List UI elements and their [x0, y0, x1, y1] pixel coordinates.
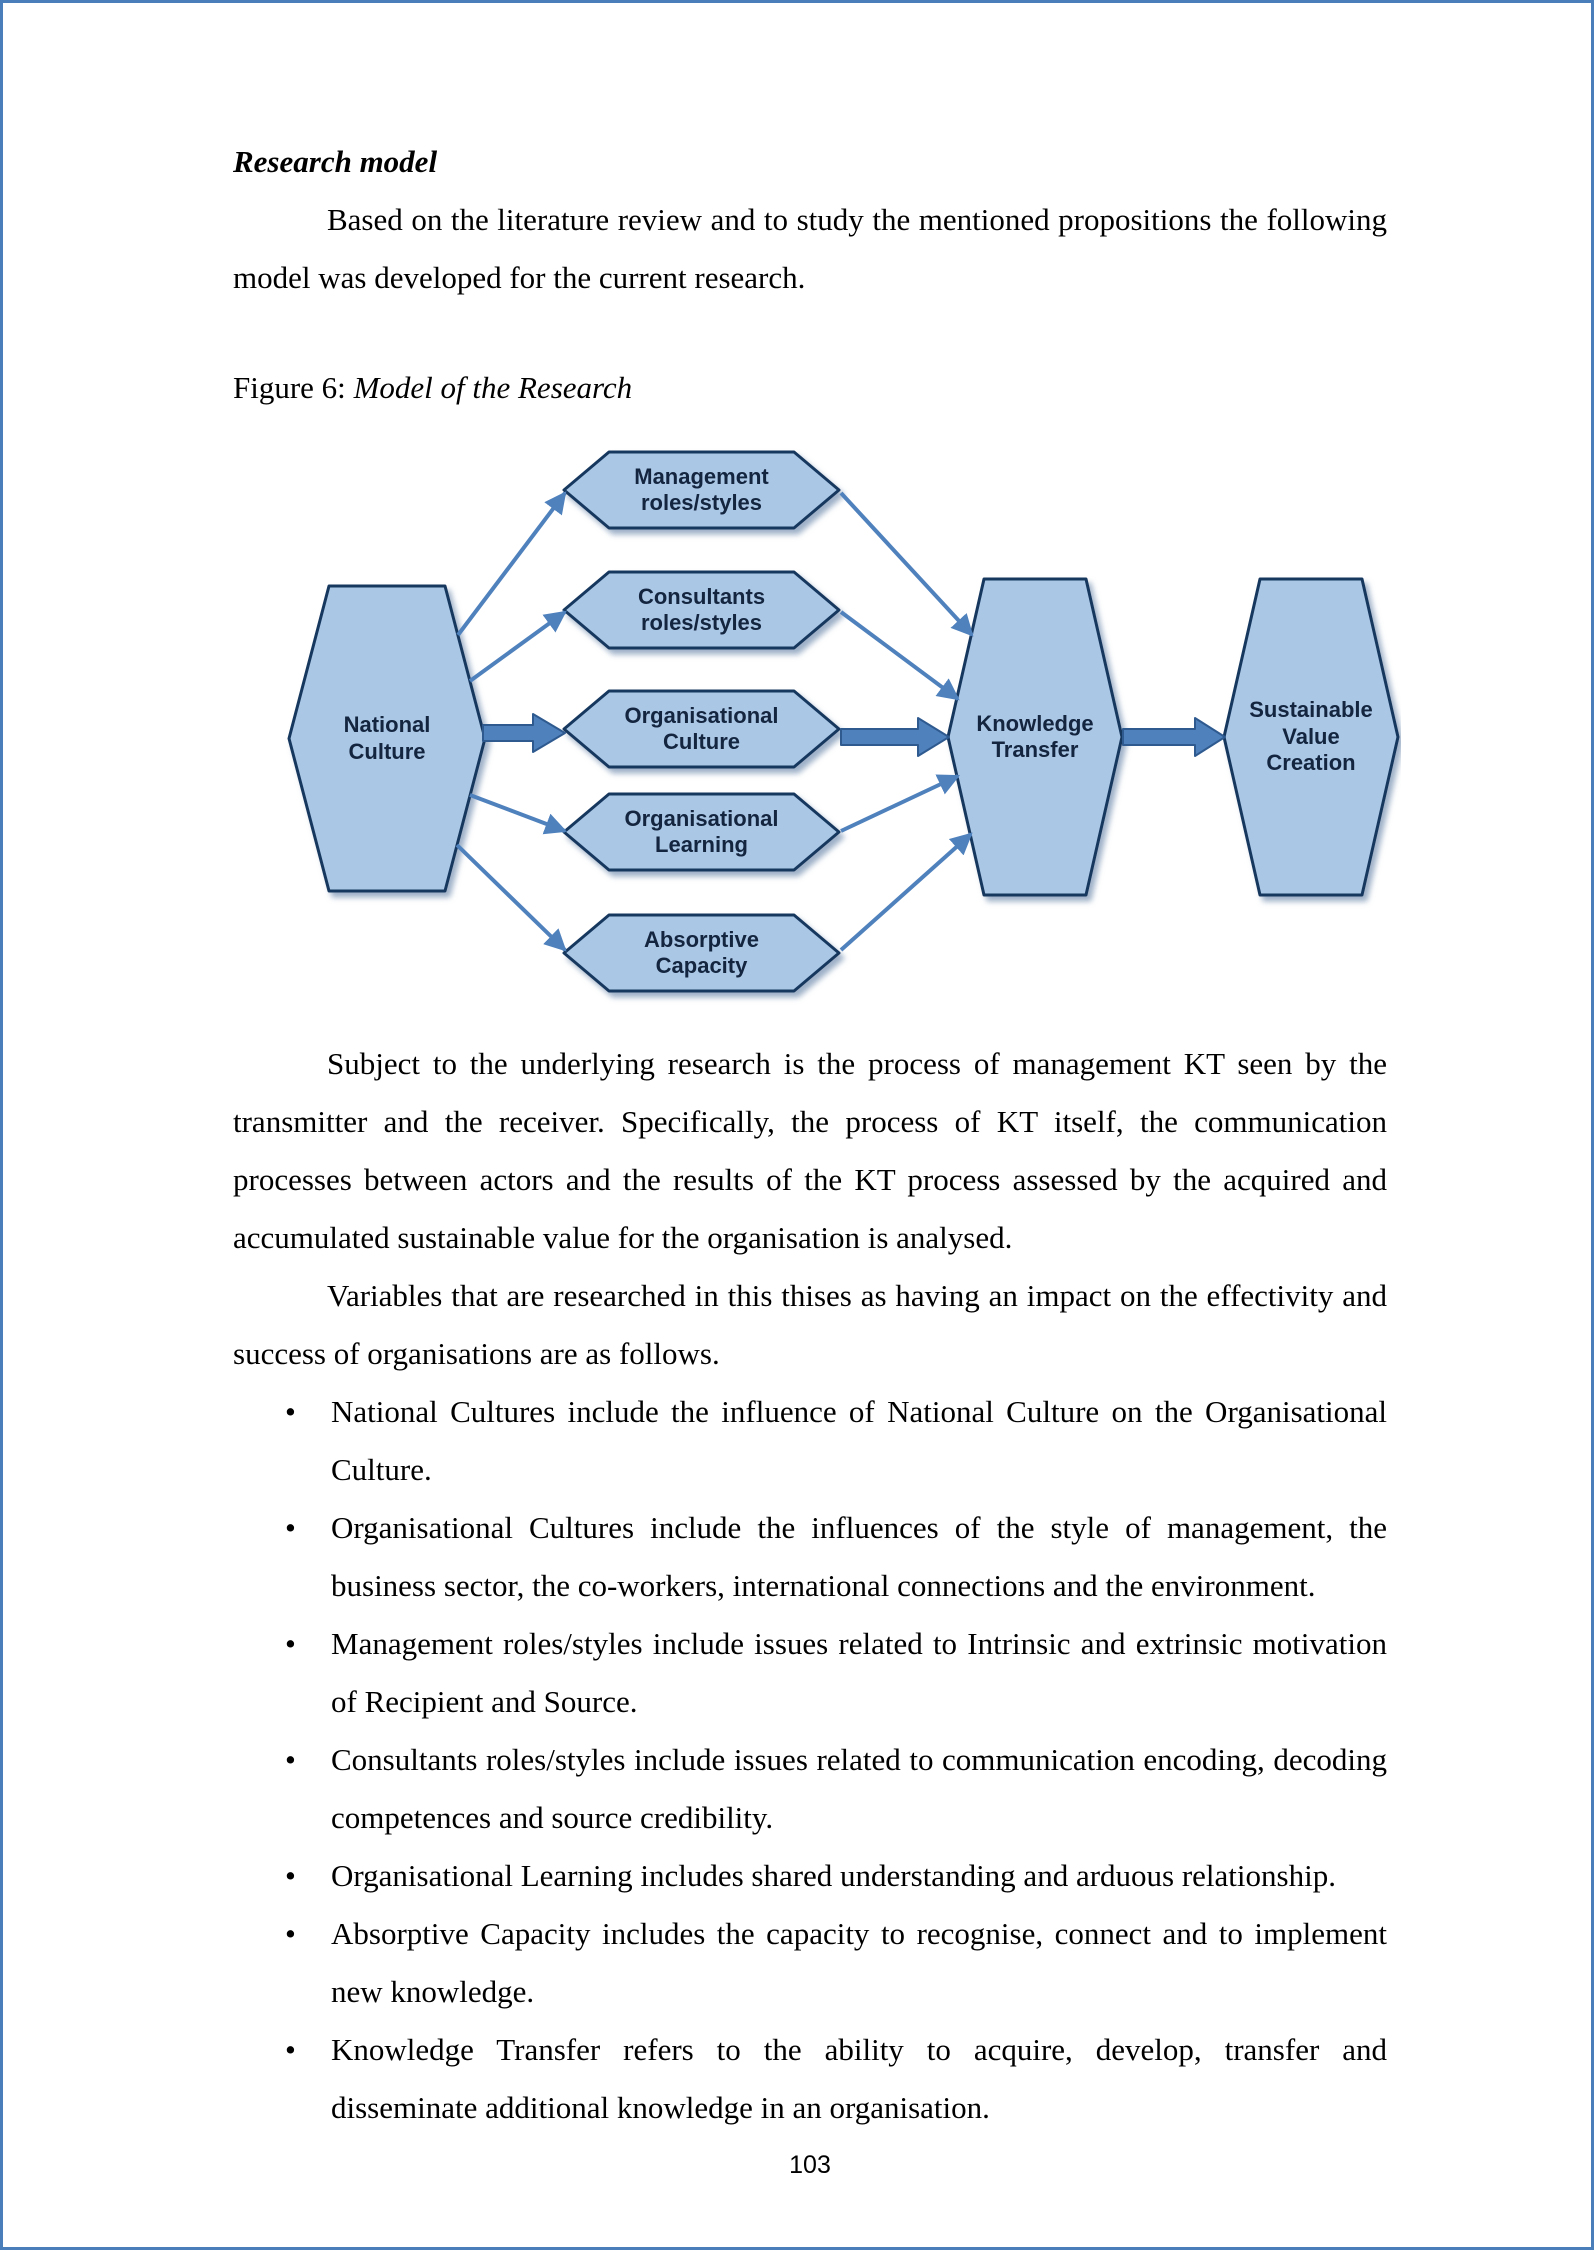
node-label-management-roles: Management roles/styles: [634, 463, 769, 515]
node-label-knowledge-transfer: Knowledge Transfer: [976, 710, 1094, 762]
bullet-icon: •: [285, 1858, 296, 1893]
list-item: [233, 1731, 1387, 1847]
list-item: [233, 2021, 1387, 2137]
block-arrow-national-to-orgculture: [483, 714, 565, 752]
list-item: [233, 1615, 1387, 1731]
list-item: [233, 1847, 1387, 1905]
arrow-learning-to-kt: [841, 776, 958, 831]
paragraph-intro: Based on the literature review and to study the mentioned propositions the following model was developed for the current research.: [233, 202, 1387, 295]
bullet-icon: •: [285, 1394, 296, 1429]
list-item: [233, 1499, 1387, 1615]
list-item-text: National Cultures include the influence of National Culture on the Organisational Culture.: [331, 1394, 1387, 1487]
figure-caption-label: Figure 6:: [233, 370, 354, 405]
figure-caption-title: Model of the Research: [353, 370, 633, 405]
arrow-consultants-to-kt: [841, 612, 958, 699]
node-label-consultants-roles: Consultants roles/styles: [637, 583, 766, 635]
page-content: [3, 3, 1591, 2180]
list-item-text: Management roles/styles include issues related to Intrinsic and extrinsic motivation of Recipient and Source.: [331, 1626, 1387, 1719]
bullet-icon: •: [285, 2032, 296, 2067]
list-item-text: Organisational Cultures include the influences of the style of management, the business sector, the co-workers, international connections and the environment.: [331, 1510, 1387, 1603]
research-model-diagram: [231, 445, 1401, 1005]
list-item-text: Consultants roles/styles include issues related to communication encoding, decoding competences and source credibility.: [331, 1742, 1387, 1835]
paragraph-variables: Variables that are researched in this thises as having an impact on the effectivity and success of organisations are as follows.: [233, 1278, 1387, 1371]
list-item: [233, 1905, 1387, 2021]
list-item: [233, 1383, 1387, 1499]
page-number: 103: [789, 2151, 831, 2179]
node-label-sustainable-value: Sustainable Value Creation: [1249, 697, 1373, 776]
bullet-icon: •: [285, 1626, 296, 1661]
bullet-list: [233, 1383, 1387, 2137]
bullet-icon: •: [285, 1742, 296, 1777]
list-item-text: Knowledge Transfer refers to the ability to acquire, develop, transfer and disseminate additional knowledge in an organisation.: [331, 2032, 1387, 2125]
list-item-text: Absorptive Capacity includes the capacity to recognise, connect and to implement new knowledge.: [331, 1916, 1387, 2009]
node-label-organisational-learning: Organisational Learning: [624, 805, 779, 857]
node-label-national-culture: National Culture: [343, 712, 431, 764]
block-arrow-kt-to-sustainable: [1123, 718, 1225, 756]
paragraph-subject: Subject to the underlying research is the process of management KT seen by the transmitter and the receiver. Specifically, the process of KT itself, the communication processes between actors and the results of the KT process assessed by the acquired and accumulated sustainable value for the organisation is analysed.: [233, 1046, 1387, 1255]
bullet-icon: •: [285, 1510, 296, 1545]
node-label-organisational-culture: Organisational Culture: [624, 702, 779, 754]
block-arrow-orgculture-to-kt: [841, 718, 949, 756]
bullet-icon: •: [285, 1916, 296, 1951]
list-item-text: Organisational Learning includes shared understanding and arduous relationship.: [331, 1858, 1336, 1893]
figure-caption: [233, 359, 1387, 417]
node-label-absorptive-capacity: Absorptive Capacity: [644, 926, 759, 978]
section-heading: Research model: [233, 144, 438, 179]
